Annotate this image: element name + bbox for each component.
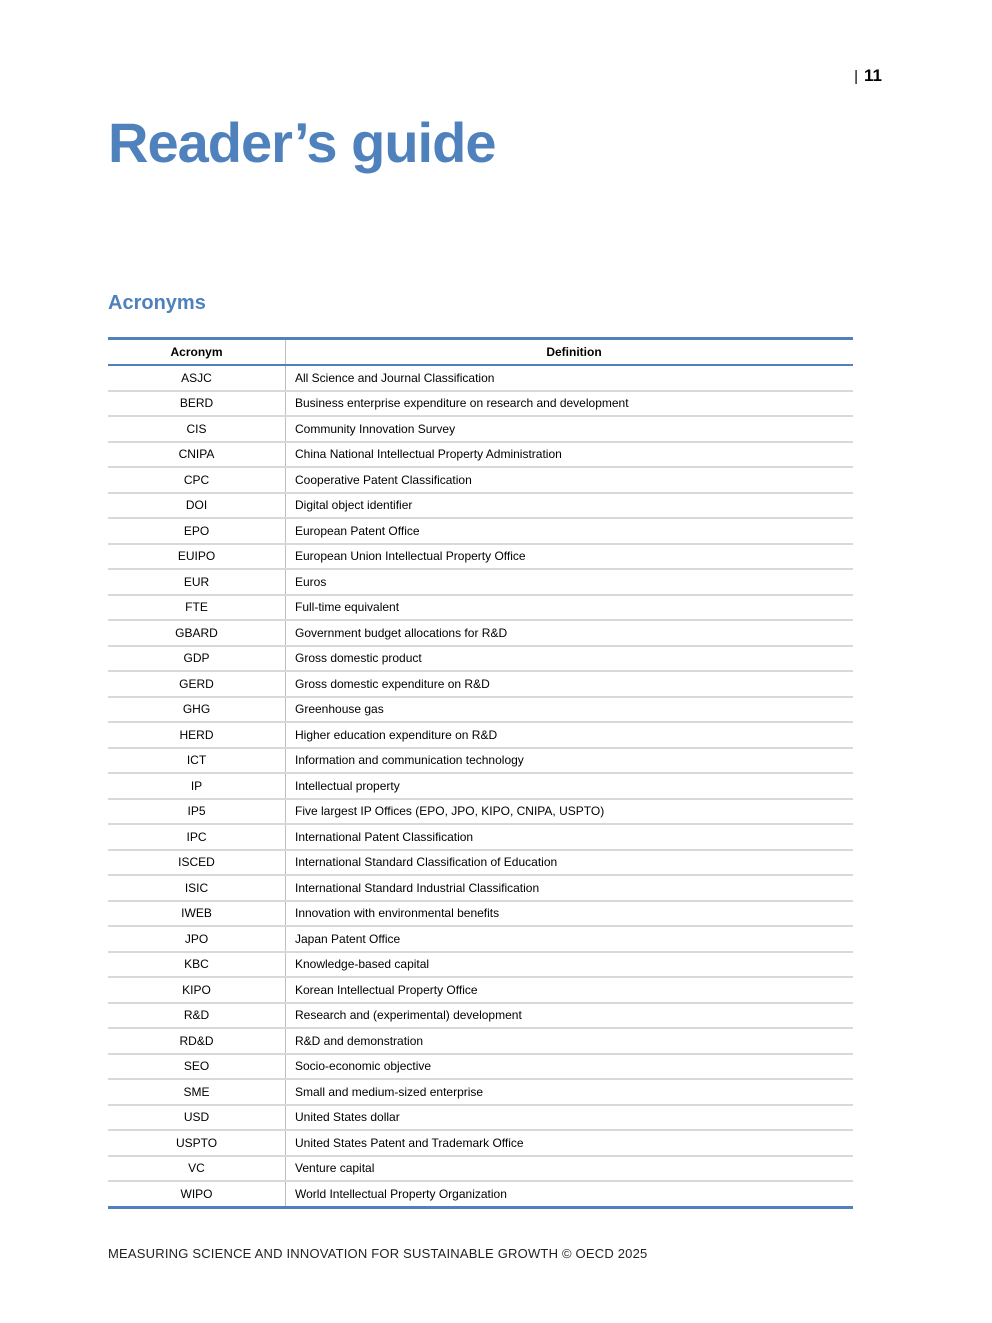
definition-cell: Cooperative Patent Classification bbox=[286, 467, 854, 493]
acronym-cell: GERD bbox=[108, 671, 286, 697]
acronym-cell: GBARD bbox=[108, 620, 286, 646]
table-row bbox=[108, 722, 853, 748]
definition-cell: Small and medium-sized enterprise bbox=[286, 1079, 854, 1105]
definition-cell: Venture capital bbox=[286, 1156, 854, 1182]
acronym-cell: KBC bbox=[108, 952, 286, 978]
definition-cell: All Science and Journal Classification bbox=[286, 365, 854, 391]
acronym-cell: KIPO bbox=[108, 977, 286, 1003]
definition-cell: Socio-economic objective bbox=[286, 1054, 854, 1080]
table-row bbox=[108, 1156, 853, 1182]
table-row bbox=[108, 901, 853, 927]
acronym-cell: EUR bbox=[108, 569, 286, 595]
acronym-cell: VC bbox=[108, 1156, 286, 1182]
acronym-cell: CNIPA bbox=[108, 442, 286, 468]
table-row bbox=[108, 442, 853, 468]
column-header-acronym: Acronym bbox=[108, 340, 286, 365]
acronym-cell: EPO bbox=[108, 518, 286, 544]
definition-cell: Business enterprise expenditure on research and development bbox=[286, 391, 854, 417]
table-row bbox=[108, 697, 853, 723]
acronym-cell: IP5 bbox=[108, 799, 286, 825]
acronym-cell: DOI bbox=[108, 493, 286, 519]
table-row bbox=[108, 365, 853, 391]
definition-cell: World Intellectual Property Organization bbox=[295, 1186, 507, 1201]
acronym-cell: ASJC bbox=[108, 365, 286, 391]
definition-cell: Community Innovation Survey bbox=[286, 416, 854, 442]
table-row bbox=[108, 773, 853, 799]
table-row bbox=[108, 595, 853, 621]
acronym-cell: ISIC bbox=[108, 875, 286, 901]
acronym-cell: GHG bbox=[108, 697, 286, 723]
definition-cell: Greenhouse gas bbox=[286, 697, 854, 723]
section-heading-acronyms: Acronyms bbox=[108, 292, 206, 314]
definition-cell: Knowledge-based capital bbox=[286, 952, 854, 978]
acronym-cell: EUIPO bbox=[108, 544, 286, 570]
definition-cell: Government budget allocations for R&D bbox=[286, 620, 854, 646]
acronym-cell: CPC bbox=[108, 467, 286, 493]
table-row bbox=[108, 391, 853, 417]
table-row bbox=[108, 1181, 853, 1206]
table-row bbox=[108, 1028, 853, 1054]
table-row bbox=[108, 1079, 853, 1105]
table-row bbox=[108, 544, 853, 570]
acronym-cell: JPO bbox=[108, 926, 286, 952]
acronym-cell: CIS bbox=[108, 416, 286, 442]
acronym-cell: RD&D bbox=[108, 1028, 286, 1054]
acronym-cell: IP bbox=[108, 773, 286, 799]
acronym-cell: USPTO bbox=[108, 1130, 286, 1156]
acronym-cell: R&D bbox=[108, 1003, 286, 1029]
table-row bbox=[108, 850, 853, 876]
definition-cell: Intellectual property bbox=[286, 773, 854, 799]
page-number-separator: | bbox=[854, 68, 859, 85]
definition-cell: Full-time equivalent bbox=[286, 595, 854, 621]
definition-cell: International Standard Industrial Classification bbox=[286, 875, 854, 901]
acronym-cell: WIPO bbox=[108, 1181, 286, 1206]
definition-cell: Five largest IP Offices (EPO, JPO, KIPO, CNIPA, USPTO) bbox=[286, 799, 854, 825]
definition-cell: European Union Intellectual Property Office bbox=[286, 544, 854, 570]
definition-cell: Gross domestic product bbox=[286, 646, 854, 672]
acronym-cell: IWEB bbox=[108, 901, 286, 927]
acronyms-table bbox=[108, 340, 853, 1206]
table-row bbox=[108, 1130, 853, 1156]
definition-cell: Innovation with environmental benefits bbox=[286, 901, 854, 927]
table-row bbox=[108, 569, 853, 595]
acronym-cell: SEO bbox=[108, 1054, 286, 1080]
table-row bbox=[108, 952, 853, 978]
definition-cell: United States dollar bbox=[286, 1105, 854, 1131]
definition-cell: Japan Patent Office bbox=[286, 926, 854, 952]
acronym-cell: ISCED bbox=[108, 850, 286, 876]
table-row bbox=[108, 416, 853, 442]
table-row bbox=[108, 1054, 853, 1080]
table-row bbox=[108, 1105, 853, 1131]
table-row bbox=[108, 977, 853, 1003]
acronym-cell: FTE bbox=[108, 595, 286, 621]
definition-cell: Higher education expenditure on R&D bbox=[286, 722, 854, 748]
acronym-cell: HERD bbox=[108, 722, 286, 748]
acronyms-table-container bbox=[108, 337, 853, 1209]
table-row bbox=[108, 493, 853, 519]
table-row bbox=[108, 518, 853, 544]
page-number-value: 11 bbox=[864, 66, 882, 85]
definition-cell: Euros bbox=[286, 569, 854, 595]
definition-cell: United States Patent and Trademark Office bbox=[286, 1130, 854, 1156]
definition-cell: European Patent Office bbox=[286, 518, 854, 544]
table-row bbox=[108, 926, 853, 952]
table-row bbox=[108, 671, 853, 697]
table-row bbox=[108, 799, 853, 825]
definition-cell: Information and communication technology bbox=[286, 748, 854, 774]
table-row bbox=[108, 646, 853, 672]
definition-cell: International Patent Classification bbox=[286, 824, 854, 850]
table-header-row bbox=[108, 340, 853, 365]
acronym-cell: USD bbox=[108, 1105, 286, 1131]
acronym-cell: BERD bbox=[108, 391, 286, 417]
acronym-cell: IPC bbox=[108, 824, 286, 850]
table-row bbox=[108, 1003, 853, 1029]
table-row bbox=[108, 875, 853, 901]
definition-cell: International Standard Classification of Education bbox=[286, 850, 854, 876]
table-row bbox=[108, 748, 853, 774]
definition-cell: Korean Intellectual Property Office bbox=[286, 977, 854, 1003]
definition-cell: China National Intellectual Property Administration bbox=[286, 442, 854, 468]
definition-cell: R&D and demonstration bbox=[286, 1028, 854, 1054]
table-body bbox=[108, 365, 853, 1206]
table-row bbox=[108, 467, 853, 493]
acronym-cell: SME bbox=[108, 1079, 286, 1105]
acronym-cell: ICT bbox=[108, 748, 286, 774]
page-title: Reader’s guide bbox=[108, 111, 496, 174]
column-header-definition: Definition bbox=[286, 340, 854, 365]
acronym-cell: GDP bbox=[108, 646, 286, 672]
page-number bbox=[854, 66, 882, 86]
table-row bbox=[108, 824, 853, 850]
definition-cell: Digital object identifier bbox=[286, 493, 854, 519]
definition-cell: Gross domestic expenditure on R&D bbox=[286, 671, 854, 697]
table-row bbox=[108, 620, 853, 646]
page-footer: MEASURING SCIENCE AND INNOVATION FOR SUSTAINABLE GROWTH © OECD 2025 bbox=[108, 1246, 648, 1261]
definition-cell: Research and (experimental) development bbox=[286, 1003, 854, 1029]
